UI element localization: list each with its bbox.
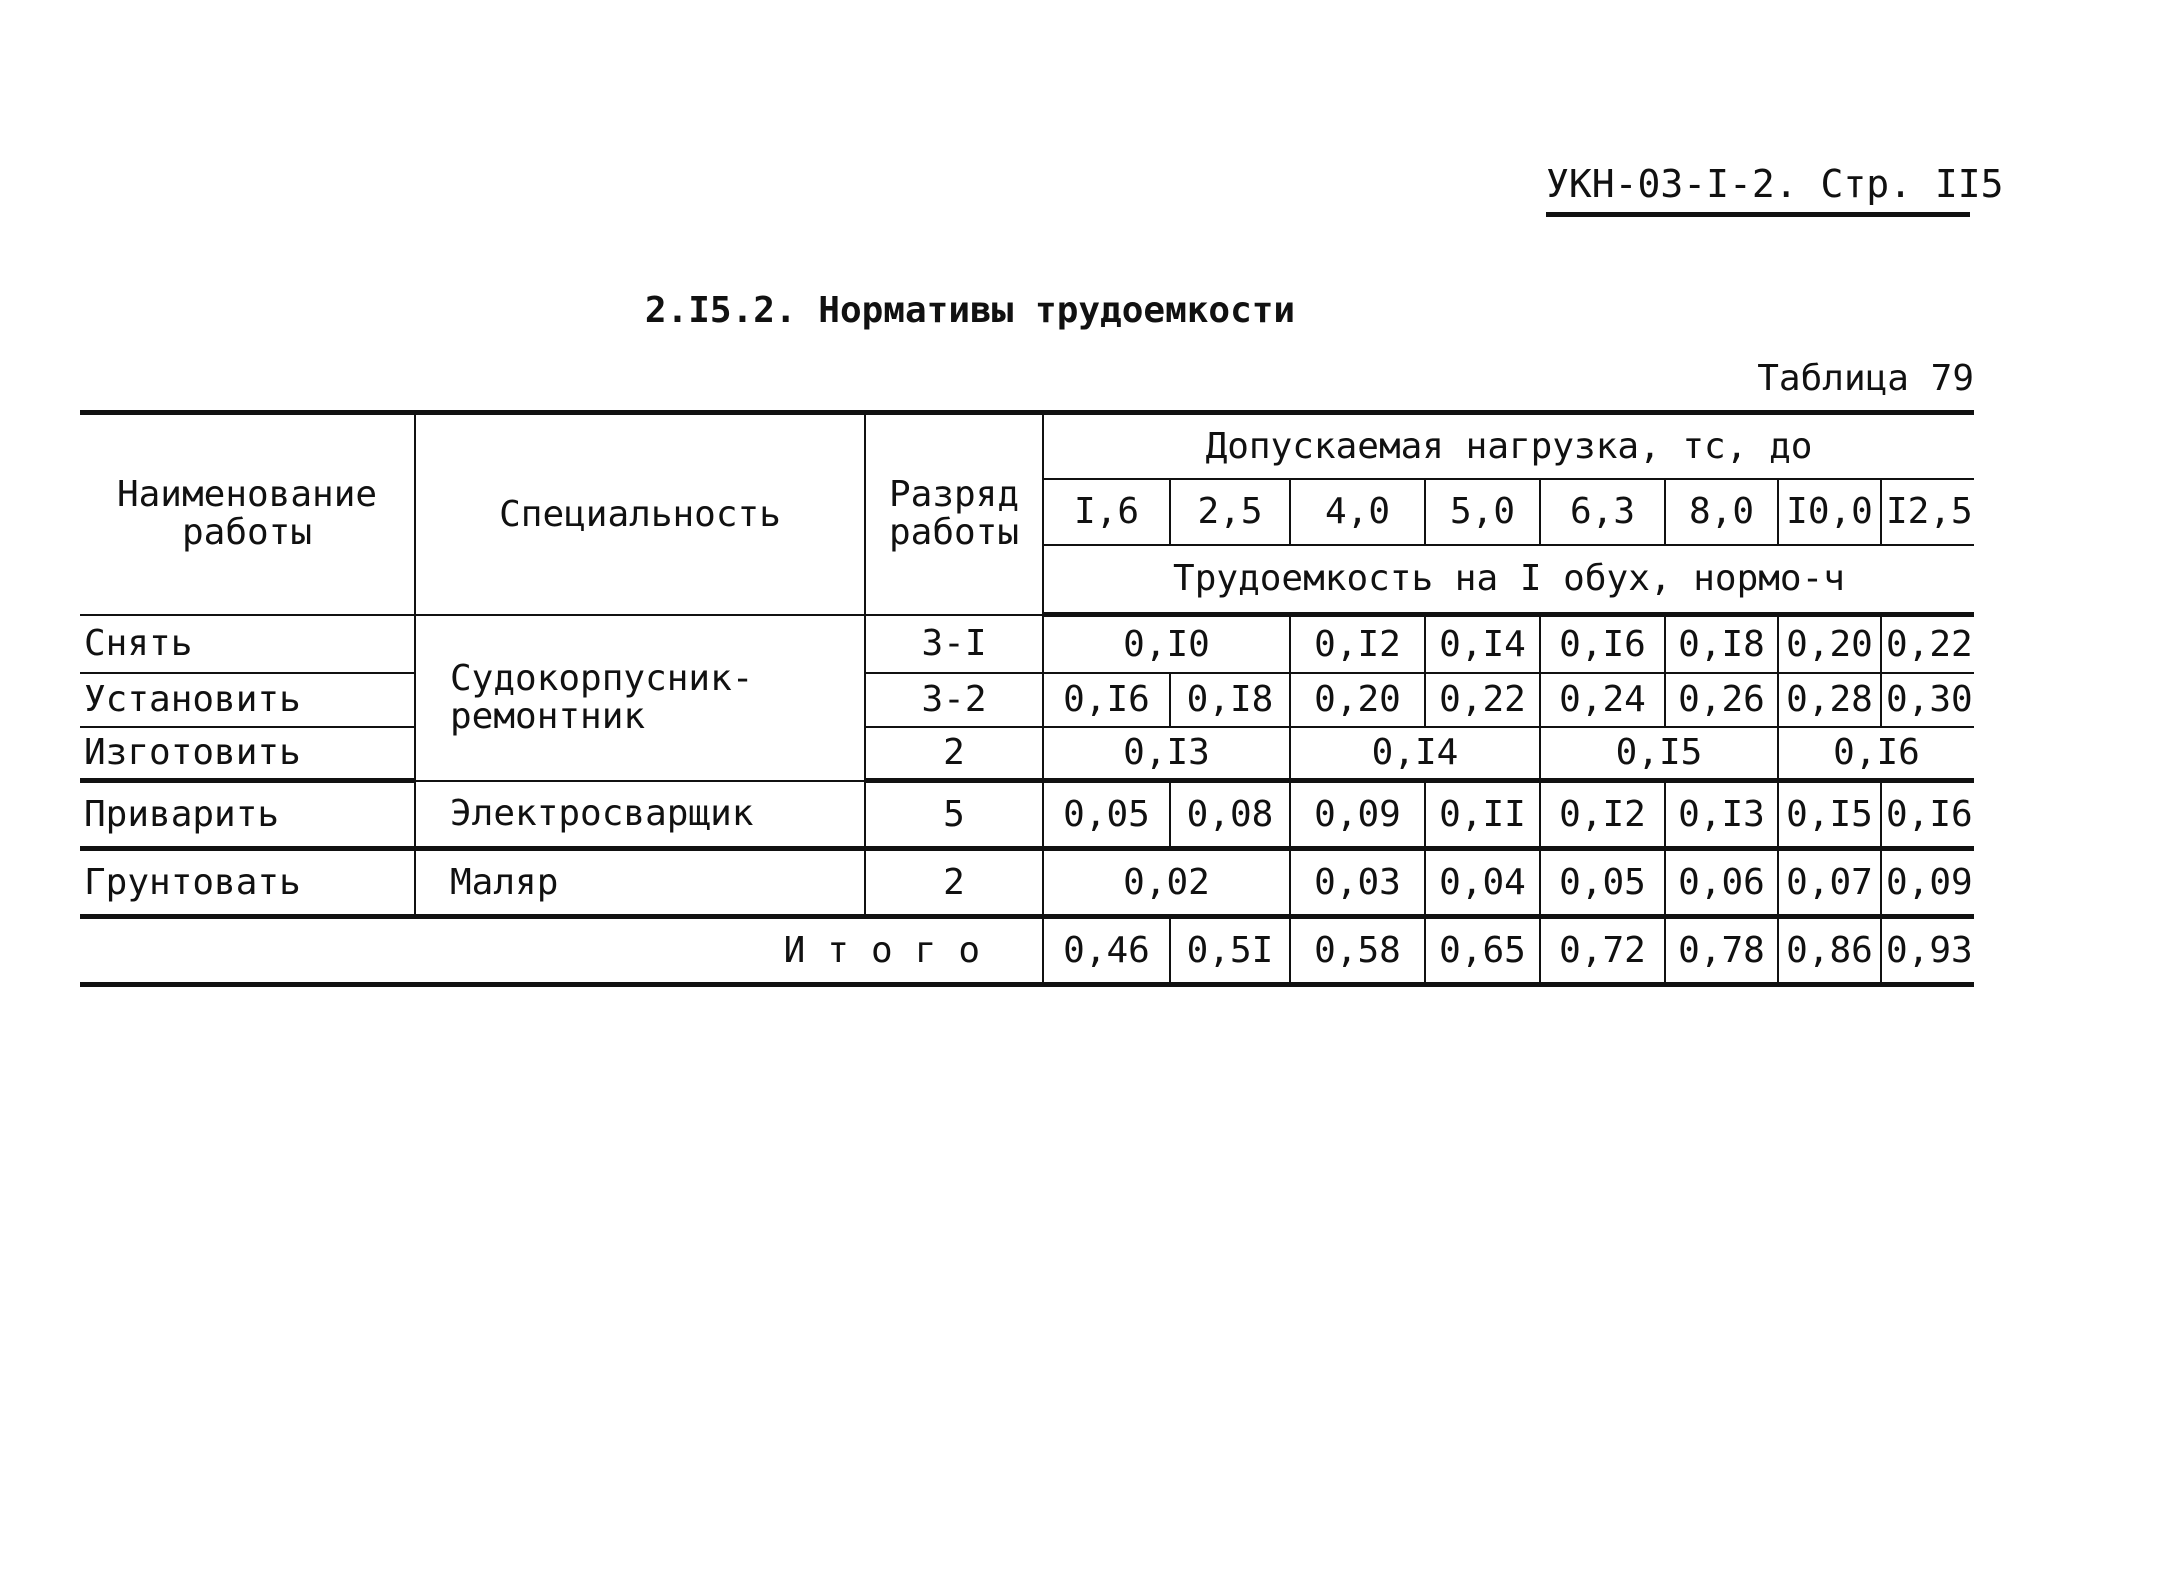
value-cell: 0,I3 [1665, 781, 1778, 849]
value-cell: 0,03 [1290, 849, 1425, 917]
header-specialty: Специальность [415, 413, 865, 615]
total-label: Итого [80, 917, 1043, 985]
load-value: 5,0 [1425, 479, 1540, 545]
load-value: 6,3 [1540, 479, 1665, 545]
table-row [80, 673, 1974, 727]
total-value: 0,5I [1170, 917, 1290, 985]
value-cell: 0,I6 [1540, 615, 1665, 673]
header-labor: Трудоемкость на I обух, нормо-ч [1043, 545, 1974, 615]
value-cell: 0,06 [1665, 849, 1778, 917]
work-name-cell: Приварить [80, 781, 415, 849]
total-value: 0,93 [1881, 917, 1974, 985]
page-header: УКН-03-I-2. Стр. II5 [1546, 162, 1970, 217]
load-value: I2,5 [1881, 479, 1974, 545]
work-name-cell: Снять [80, 615, 415, 673]
load-value: I0,0 [1778, 479, 1881, 545]
work-name-cell: Грунтовать [80, 849, 415, 917]
grade-cell: 3-2 [865, 673, 1043, 727]
grade-cell: 2 [865, 849, 1043, 917]
total-row [80, 917, 1974, 985]
value-cell: 0,08 [1170, 781, 1290, 849]
work-name-cell: Изготовить [80, 727, 415, 781]
value-cell: 0,I8 [1665, 615, 1778, 673]
value-cell: 0,20 [1290, 673, 1425, 727]
value-cell: 0,I6 [1043, 673, 1170, 727]
specialty-cell: Электросварщик [415, 781, 865, 849]
value-cell: 0,30 [1881, 673, 1974, 727]
value-cell: 0,05 [1043, 781, 1170, 849]
load-value: 2,5 [1170, 479, 1290, 545]
value-cell: 0,28 [1778, 673, 1881, 727]
grade-cell: 5 [865, 781, 1043, 849]
table-row [80, 615, 1974, 673]
total-value: 0,78 [1665, 917, 1778, 985]
value-cell: 0,26 [1665, 673, 1778, 727]
value-cell: 0,I2 [1290, 615, 1425, 673]
total-value: 0,86 [1778, 917, 1881, 985]
grade-cell: 2 [865, 727, 1043, 781]
specialty-cell: Судокорпусник-ремонтник [415, 615, 865, 781]
value-cell: 0,20 [1778, 615, 1881, 673]
value-cell: 0,I4 [1425, 615, 1540, 673]
value-cell: 0,I5 [1540, 727, 1778, 781]
value-cell: 0,I0 [1043, 615, 1290, 673]
value-cell: 0,I3 [1043, 727, 1290, 781]
total-value: 0,58 [1290, 917, 1425, 985]
header-grade: Разряд работы [865, 413, 1043, 615]
value-cell: 0,I2 [1540, 781, 1665, 849]
value-cell: 0,I8 [1170, 673, 1290, 727]
value-cell: 0,22 [1425, 673, 1540, 727]
value-cell: 0,07 [1778, 849, 1881, 917]
total-value: 0,65 [1425, 917, 1540, 985]
header-load: Допускаемая нагрузка, тс, до [1043, 413, 1974, 479]
value-cell: 0,I6 [1778, 727, 1974, 781]
load-value: 8,0 [1665, 479, 1778, 545]
value-cell: 0,09 [1290, 781, 1425, 849]
value-cell: 0,05 [1540, 849, 1665, 917]
value-cell: 0,I4 [1290, 727, 1540, 781]
value-cell: 0,I5 [1778, 781, 1881, 849]
value-cell: 0,04 [1425, 849, 1540, 917]
section-title: 2.I5.2. Нормативы трудоемкости [644, 290, 1296, 331]
grade-cell: 3-I [865, 615, 1043, 673]
header-work-name: Наименование работы [80, 413, 415, 615]
table-row [80, 781, 1974, 849]
table-label: Таблица 79 [1757, 358, 1974, 399]
load-value: 4,0 [1290, 479, 1425, 545]
value-cell: 0,II [1425, 781, 1540, 849]
table-row [80, 849, 1974, 917]
header-row-load [80, 413, 1974, 479]
table-row [80, 727, 1974, 781]
norms-table [80, 410, 1974, 987]
total-value: 0,72 [1540, 917, 1665, 985]
value-cell: 0,24 [1540, 673, 1665, 727]
value-cell: 0,09 [1881, 849, 1974, 917]
specialty-cell: Маляр [415, 849, 865, 917]
value-cell: 0,22 [1881, 615, 1974, 673]
value-cell: 0,02 [1043, 849, 1290, 917]
work-name-cell: Установить [80, 673, 415, 727]
value-cell: 0,I6 [1881, 781, 1974, 849]
total-value: 0,46 [1043, 917, 1170, 985]
load-value: I,6 [1043, 479, 1170, 545]
